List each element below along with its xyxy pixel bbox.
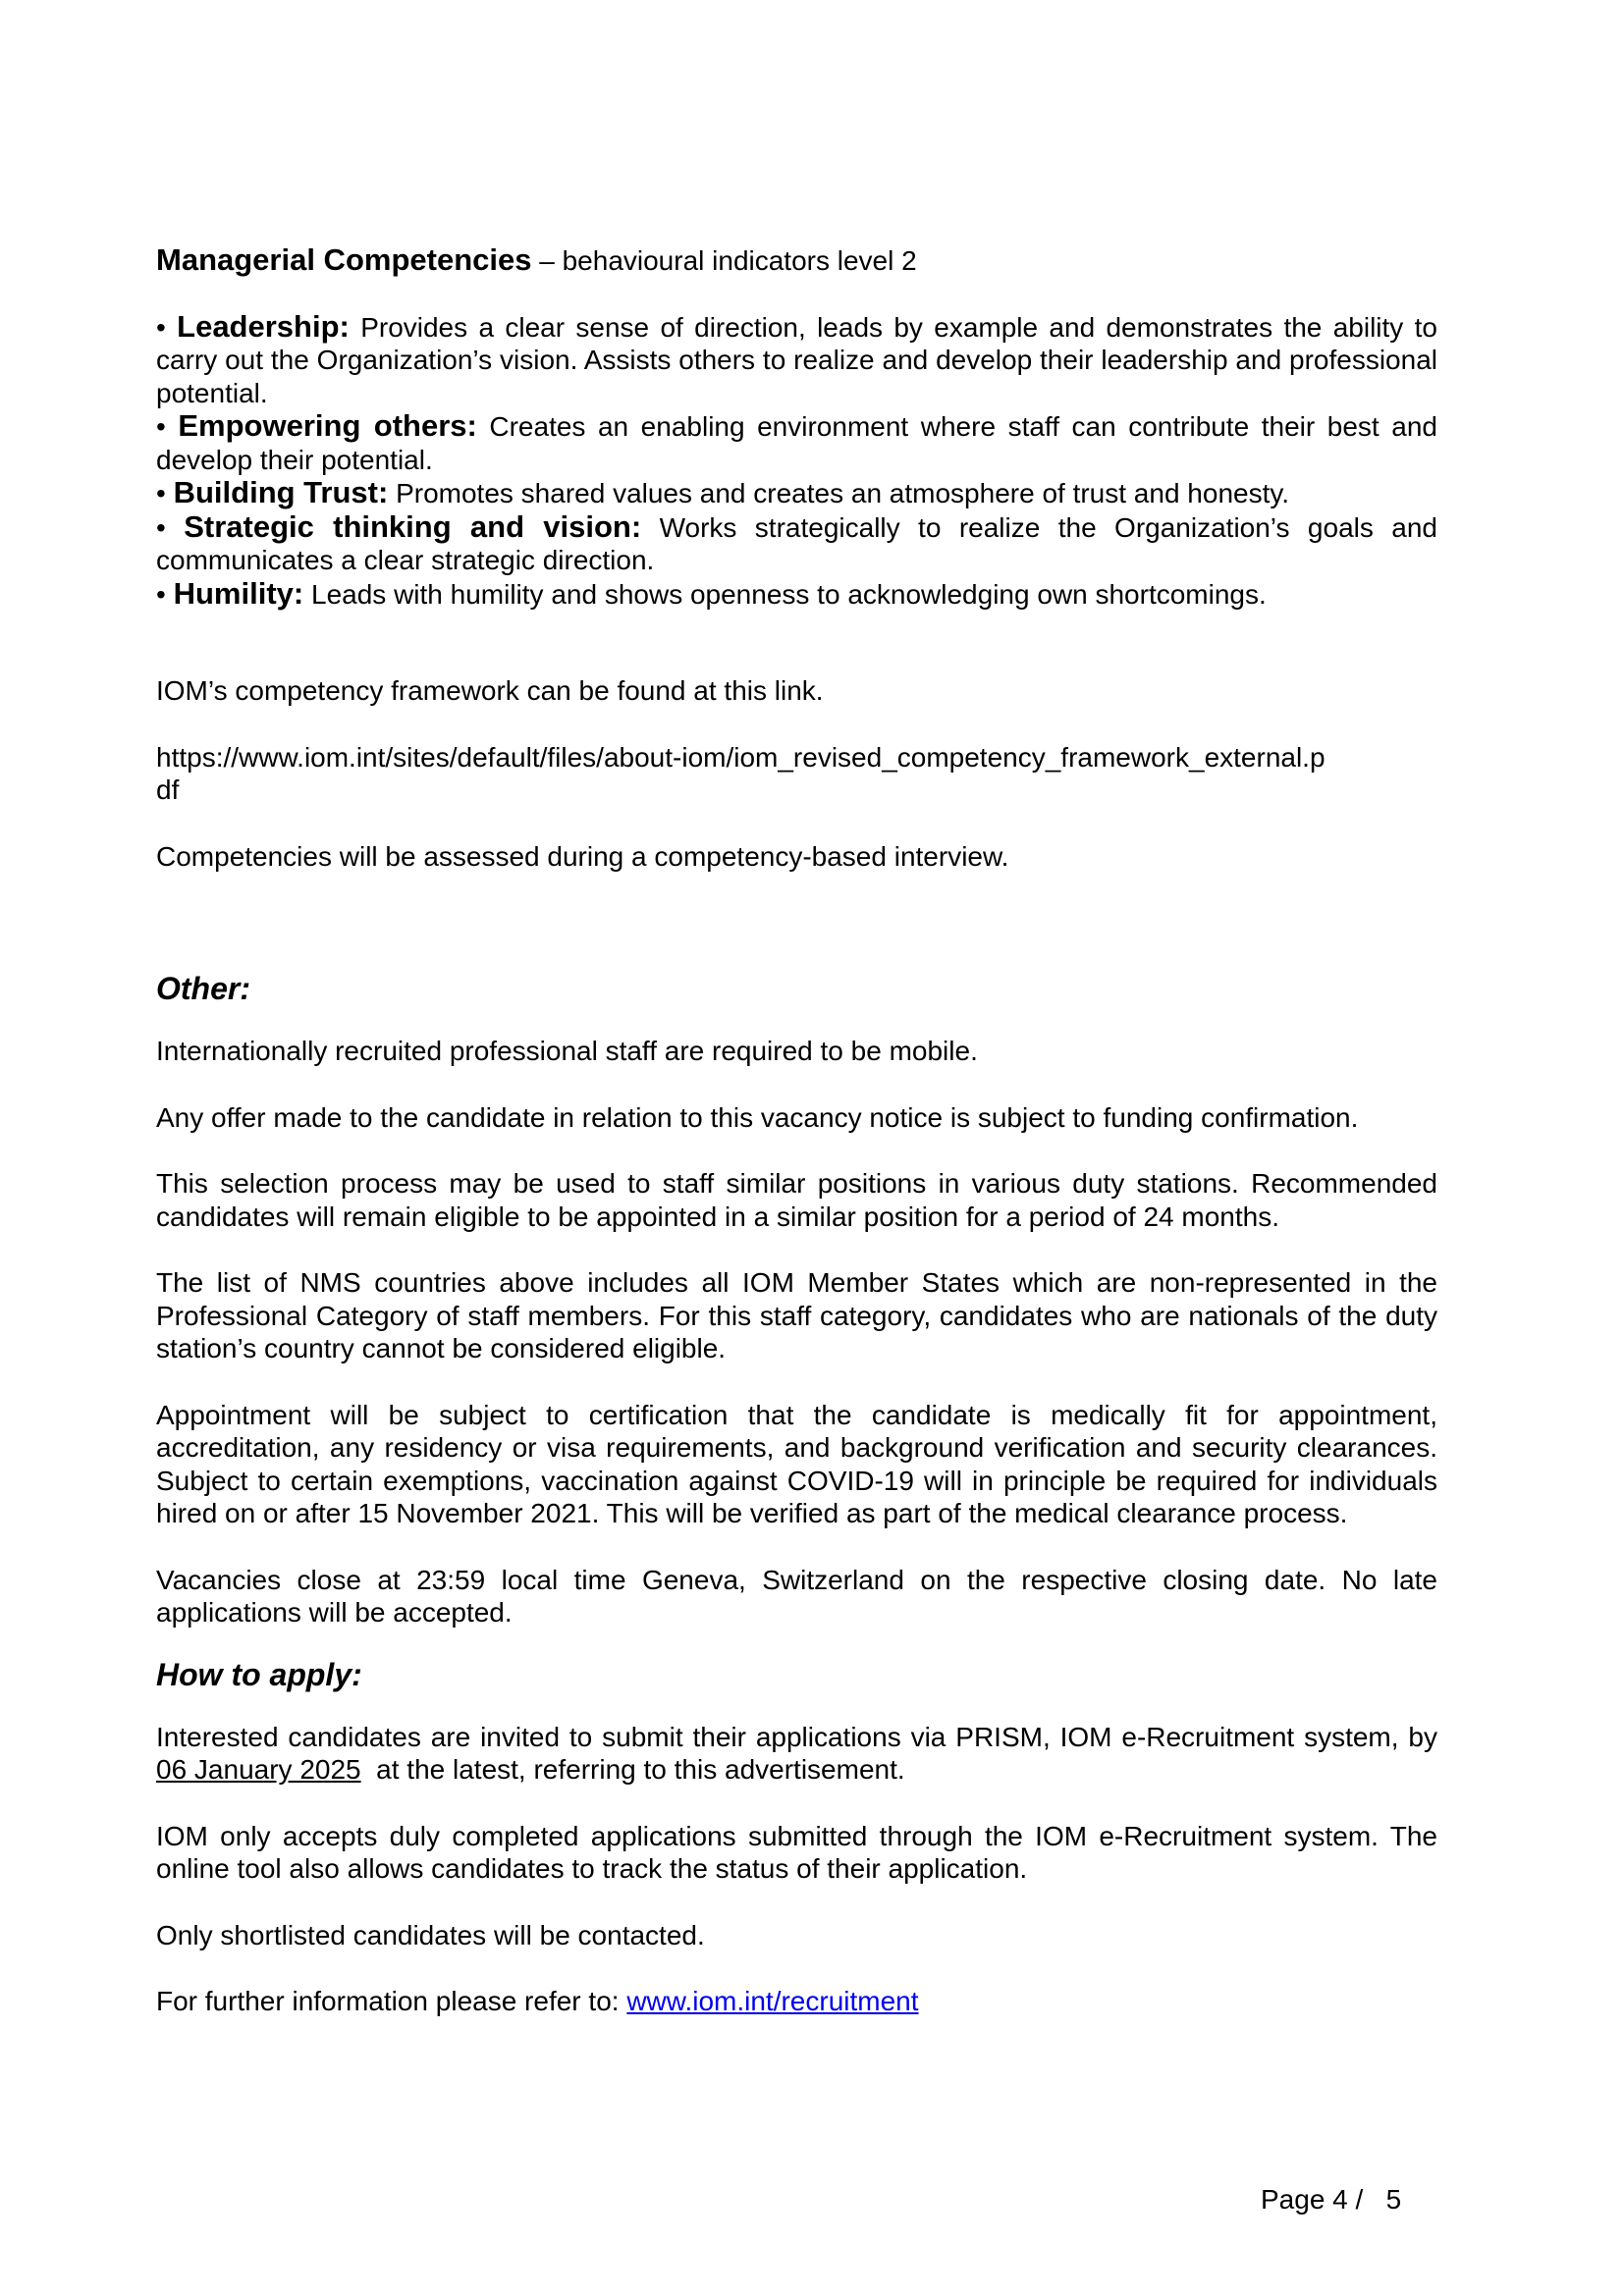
competency-text: Promotes shared values and creates an atmosphere of trust and honesty.: [388, 478, 1290, 508]
competency-term: Strategic thinking and vision:: [184, 508, 642, 544]
apply-text: at the latest, referring to this advertisement.: [360, 1754, 905, 1785]
other-paragraph: The list of NMS countries above includes all IOM Member States which are non-represented in the Professional Category of staff members. For this staff category, candidates who are nationals of the duty station’s country cannot be considered eligible.: [156, 1267, 1437, 1363]
other-paragraph: Appointment will be subject to certification that the candidate is medically fit for appointment, accreditation, any residency or visa requirements, and background verification and security clearances. Subject to certain exemptions, vaccination against COVID-19 will in principle be required for individuals hired on or after 15 November 2021. This will be verified as part of the medical clearance process.: [156, 1399, 1437, 1528]
competency-term: Empowering others:: [178, 408, 477, 443]
framework-url-line2: df: [156, 774, 180, 805]
managerial-heading: [156, 243, 1437, 278]
recruitment-link[interactable]: www.iom.int/recruitment: [626, 1986, 919, 2016]
managerial-heading-rest: – behavioural indicators level 2: [531, 245, 917, 276]
other-paragraph: Internationally recruited professional staff are required to be mobile.: [156, 1036, 978, 1066]
competency-text: Works strategically to realize the Organization’s goals and communicates a clear strategic direction.: [156, 511, 1437, 575]
closing-date: 06 January 2025: [156, 1754, 361, 1785]
other-paragraph: This selection process may be used to staff similar positions in various duty stations. Recommended candidates will remain eligible to be appointed in a similar position for a period of 24 months.: [156, 1168, 1437, 1232]
apply-text: Interested candidates are invited to submit their applications via PRISM, IOM e-Recruitment system, by: [156, 1721, 1437, 1752]
other-section-title: Other:: [156, 971, 250, 1006]
document-page: [156, 243, 1437, 2018]
framework-assessment: Competencies will be assessed during a competency-based interview.: [156, 840, 1009, 872]
competency-term: Building Trust:: [173, 475, 389, 509]
how-to-apply-title: How to apply:: [156, 1656, 362, 1692]
competency-item-empowering-others: • Empowering others: Creates an enabling environment where staff can contribute their best and develop their potential.: [156, 408, 1437, 475]
framework-url: [156, 741, 1437, 807]
competency-text: Creates an enabling environment where staff can contribute their best and develop their potential.: [156, 411, 1437, 475]
other-paragraph: Vacancies close at 23:59 local time Geneva, Switzerland on the respective closing date. No late applications will be accepted.: [156, 1564, 1437, 1628]
competency-item-strategic-thinking: • Strategic thinking and vision: Works strategically to realize the Organization’s goals and communicates a clear strategic direction.: [156, 508, 1437, 575]
apply-text: For further information please refer to:: [156, 1986, 627, 2016]
competency-item-building-trust: • Building Trust: Promotes shared values and creates an atmosphere of trust and honesty.: [156, 475, 1290, 509]
framework-intro: IOM’s competency framework can be found at this link.: [156, 675, 824, 706]
framework-url-line1: https://www.iom.int/sites/default/files/about-iom/iom_revised_competency_framework_external.p: [156, 741, 1325, 773]
competency-term: Humility:: [173, 575, 304, 611]
competency-term: Leadership:: [177, 308, 350, 344]
competency-item-leadership: • Leadership: Provides a clear sense of direction, leads by example and demonstrates the ability to carry out the Organization’s vision. Assists others to realize and develop their leadership and professional potential.: [156, 308, 1437, 408]
competency-text: Provides a clear sense of direction, leads by example and demonstrates the ability to carry out the Organization’s vision. Assists others to realize and develop their leadership and professional potential.: [156, 311, 1437, 408]
apply-paragraph-3: Only shortlisted candidates will be contacted.: [156, 1919, 705, 1950]
apply-paragraph-1: [156, 1721, 1437, 1787]
apply-paragraph-2: IOM only accepts duly completed applications submitted through the IOM e-Recruitment system. The online tool also allows candidates to track the status of their application.: [156, 1820, 1437, 1884]
other-paragraph: Any offer made to the candidate in relation to this vacancy notice is subject to funding confirmation.: [156, 1101, 1359, 1133]
managerial-competency-list: [156, 310, 1437, 612]
page-number: Page 4 / 5: [1261, 2184, 1402, 2215]
competency-text: Leads with humility and shows openness to acknowledging own shortcomings.: [303, 578, 1267, 610]
apply-paragraph-4: [156, 1985, 1437, 2018]
competency-item-humility: • Humility: Leads with humility and shows openness to acknowledging own shortcomings.: [156, 575, 1267, 611]
managerial-heading-bold: Managerial Competencies: [156, 242, 532, 277]
